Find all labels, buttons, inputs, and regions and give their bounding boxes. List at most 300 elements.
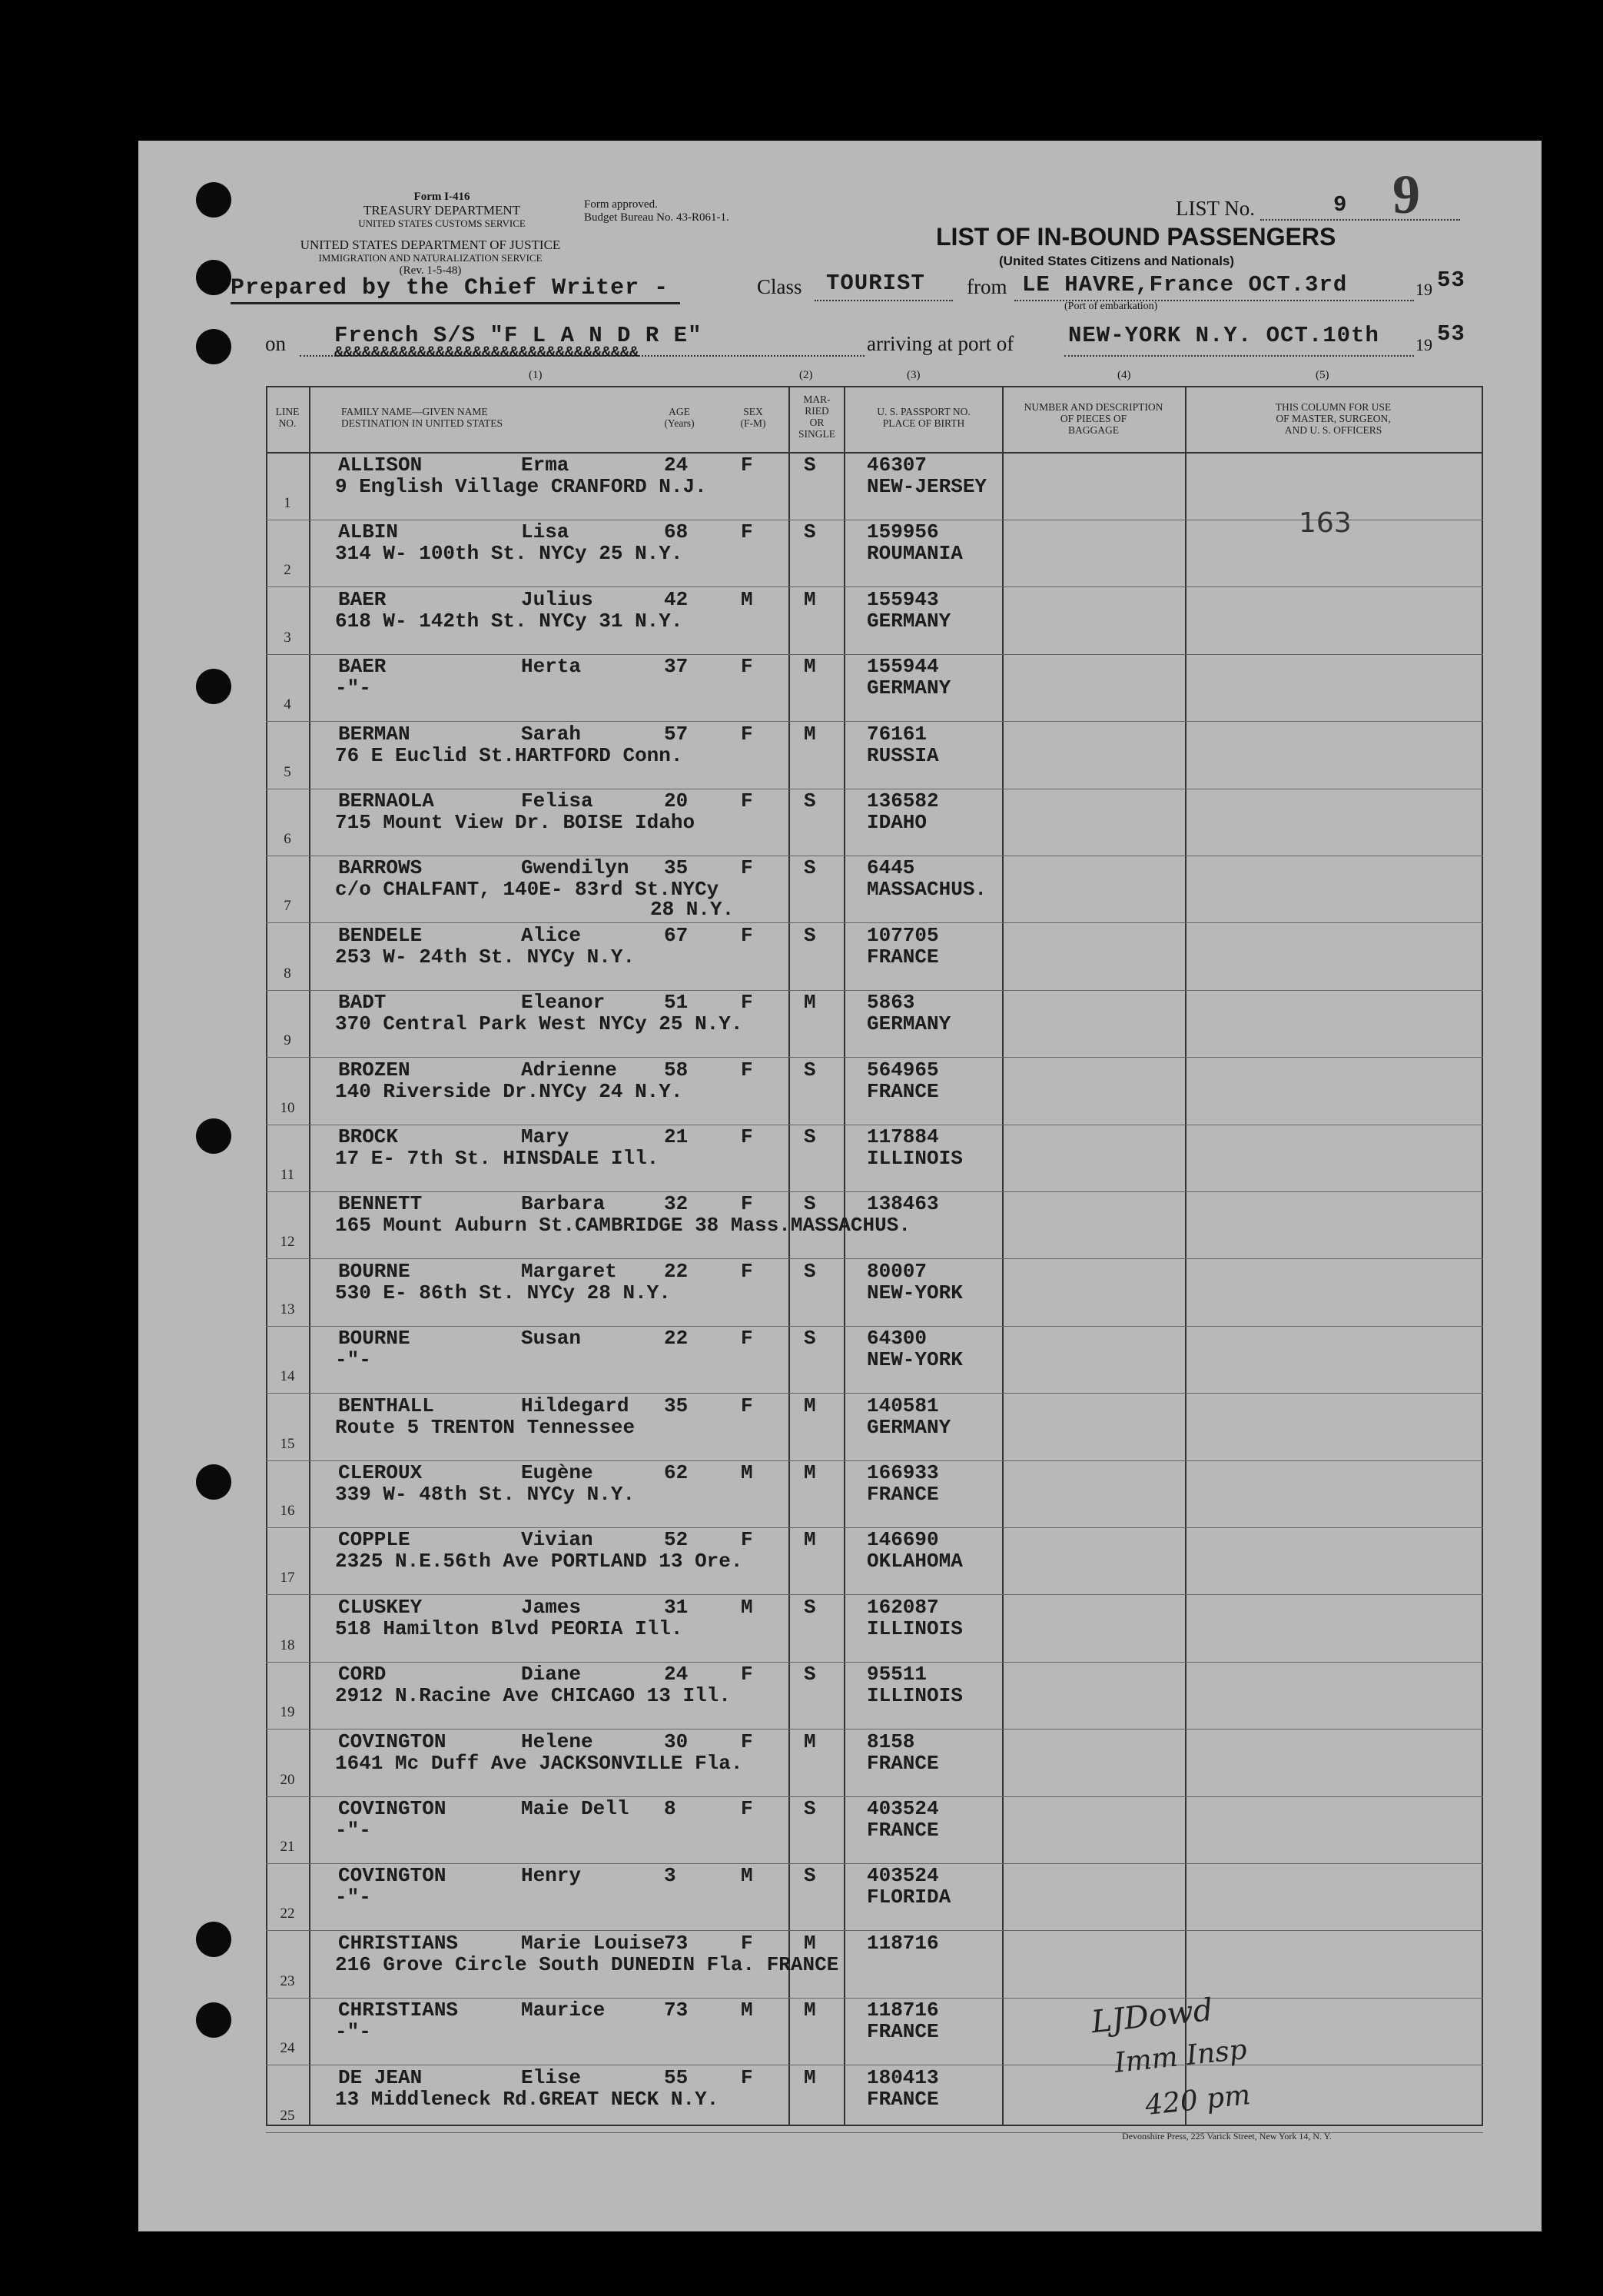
passenger-given-name: Alice: [521, 923, 582, 947]
passenger-age: 55: [664, 2065, 689, 2089]
place-of-birth: GERMANY: [867, 676, 951, 700]
col-num-4: (4): [1117, 369, 1131, 381]
passenger-sex: M: [741, 587, 753, 611]
passenger-sex: M: [741, 1999, 753, 2022]
inspector-signature: LJDowd: [1090, 1992, 1215, 2041]
passenger-sex: F: [741, 1797, 753, 1820]
passenger-surname: CHRISTIANS: [338, 1999, 459, 2022]
destination: 165 Mount Auburn St.CAMBRIDGE 38 Mass.MASSACHUS.: [335, 1214, 911, 1238]
passenger-given-name: Maie Dell: [521, 1797, 629, 1820]
marital-status: S: [804, 1125, 816, 1148]
marital-status: M: [804, 1394, 816, 1417]
passport-number: 5863: [867, 991, 915, 1015]
passenger-age: 68: [664, 520, 689, 544]
marital-status: S: [804, 1192, 816, 1216]
passenger-given-name: Maurice: [521, 1999, 606, 2022]
line-number: 21: [280, 1839, 295, 1855]
header-line-no: LINE NO.: [275, 406, 300, 429]
page-title: LIST OF IN-BOUND PASSENGERS: [936, 223, 1336, 251]
place-of-birth: NEW-YORK: [867, 1281, 963, 1304]
budget-bureau: Budget Bureau No. 43-R061-1.: [584, 211, 729, 224]
arrival-line: [1064, 355, 1414, 357]
table-row: [266, 789, 1483, 856]
arriving-label: arriving at port of: [867, 332, 1014, 355]
col-num-5: (5): [1316, 369, 1329, 381]
line-number: 11: [280, 1167, 295, 1183]
class-label: Class: [757, 275, 802, 298]
col-num-1: (1): [529, 369, 543, 381]
passenger-age: 35: [664, 1394, 689, 1417]
passenger-age: 35: [664, 856, 689, 880]
table-row: [266, 1125, 1483, 1191]
passenger-given-name: Mary: [521, 1125, 569, 1148]
punch-hole: [196, 182, 231, 218]
line-number: 12: [280, 1234, 295, 1251]
destination: 370 Central Park West NYCy 25 N.Y.: [335, 1012, 743, 1036]
passport-number: 118716: [867, 1999, 939, 2022]
passport-number: 166933: [867, 1461, 939, 1484]
destination: -"-: [335, 1886, 371, 1909]
punch-hole: [196, 1922, 231, 1957]
passenger-sex: F: [741, 520, 753, 544]
destination: 17 E- 7th St. HINSDALE Ill.: [335, 1147, 659, 1170]
line-number: 16: [280, 1503, 295, 1519]
passenger-age: 52: [664, 1528, 689, 1552]
line-number: 19: [280, 1704, 295, 1721]
line-number: 6: [284, 831, 291, 847]
passenger-surname: BENNETT: [338, 1192, 423, 1216]
line-number: 8: [284, 965, 291, 982]
col-num-2: (2): [799, 369, 813, 381]
justice-block: [246, 238, 615, 277]
passenger-table: [266, 386, 1483, 2126]
form-number: Form I-416: [413, 191, 470, 203]
passenger-age: 30: [664, 1729, 689, 1753]
marital-status: S: [804, 520, 816, 544]
line-number: 14: [280, 1368, 295, 1385]
destination-continued: 28 N.Y.: [650, 898, 735, 922]
marital-status: S: [804, 454, 816, 477]
from-label: from: [967, 275, 1007, 298]
destination: 715 Mount View Dr. BOISE Idaho: [335, 811, 695, 834]
passenger-sex: F: [741, 1327, 753, 1351]
place-of-birth: FRANCE: [867, 1079, 939, 1103]
table-row: [266, 1192, 1483, 1258]
year1-prefix: 19: [1415, 280, 1432, 299]
passenger-surname: BENDELE: [338, 923, 423, 947]
passenger-age: 31: [664, 1595, 689, 1619]
table-row: [266, 1596, 1483, 1662]
passenger-age: 3: [664, 1864, 676, 1888]
line-number: 7: [284, 898, 291, 915]
list-no-typed: 9: [1333, 192, 1348, 218]
list-line: [1260, 219, 1460, 221]
passport-number: 403524: [867, 1864, 939, 1888]
passenger-surname: BADT: [338, 991, 387, 1015]
col-num-3: (3): [907, 369, 921, 381]
inspection-time: 420 pm: [1143, 2078, 1253, 2122]
passenger-surname: COVINGTON: [338, 1797, 446, 1820]
marital-status: S: [804, 1797, 816, 1820]
marital-status: S: [804, 1058, 816, 1082]
place-of-birth: NEW-YORK: [867, 1348, 963, 1372]
passenger-age: 24: [664, 1663, 689, 1686]
ins-service: IMMIGRATION AND NATURALIZATION SERVICE: [318, 252, 543, 264]
passenger-age: 62: [664, 1461, 689, 1484]
passenger-given-name: Gwendilyn: [521, 856, 629, 880]
passenger-sex: F: [741, 1259, 753, 1283]
line-number: 4: [284, 696, 291, 713]
table-row: [266, 1394, 1483, 1460]
place-of-birth: MASSACHUS.: [867, 878, 987, 902]
passenger-age: 24: [664, 454, 689, 477]
punch-hole: [196, 1464, 231, 1500]
marital-status: M: [804, 1461, 816, 1484]
passenger-given-name: Felisa: [521, 789, 593, 812]
passenger-sex: F: [741, 1663, 753, 1686]
line-number: 9: [284, 1032, 291, 1049]
place-of-birth: GERMANY: [867, 1415, 951, 1439]
place-of-birth: FRANCE: [867, 2087, 939, 2111]
passport-number: 117884: [867, 1125, 939, 1148]
passenger-sex: F: [741, 454, 753, 477]
place-of-birth: FRANCE: [867, 1751, 939, 1775]
marital-status: S: [804, 1327, 816, 1351]
passenger-sex: M: [741, 1461, 753, 1484]
header-passport: U. S. PASSPORT NO. PLACE OF BIRTH: [877, 406, 971, 429]
on-label: on: [265, 332, 286, 355]
table-row: [266, 856, 1483, 922]
marital-status: S: [804, 1864, 816, 1888]
destination: -"-: [335, 2020, 371, 2044]
table-row: [266, 655, 1483, 721]
passenger-surname: ALLISON: [338, 454, 423, 477]
passenger-age: 22: [664, 1327, 689, 1351]
port-note: (Port of embarkation): [1064, 301, 1158, 312]
passenger-age: 73: [664, 1931, 689, 1955]
passenger-sex: F: [741, 1394, 753, 1417]
passenger-age: 57: [664, 722, 689, 746]
place-of-birth: ILLINOIS: [867, 1617, 963, 1640]
passenger-sex: M: [741, 1864, 753, 1888]
passenger-surname: BENTHALL: [338, 1394, 434, 1417]
passenger-surname: BROCK: [338, 1125, 399, 1148]
treasury-dept: TREASURY DEPARTMENT: [363, 203, 521, 218]
passenger-surname: BOURNE: [338, 1259, 410, 1283]
passenger-surname: BOURNE: [338, 1327, 410, 1351]
place-of-birth: ILLINOIS: [867, 1147, 963, 1170]
passenger-given-name: Eleanor: [521, 991, 606, 1015]
passenger-surname: BARROWS: [338, 856, 423, 880]
marital-status: S: [804, 923, 816, 947]
line-number: 17: [280, 1570, 295, 1587]
passenger-surname: BAER: [338, 655, 387, 679]
passport-number: 140581: [867, 1394, 939, 1417]
line-number: 5: [284, 763, 291, 780]
arrival-value: NEW-YORK N.Y. OCT.10th: [1068, 323, 1379, 348]
table-row: [266, 2066, 1483, 2132]
passenger-given-name: Erma: [521, 454, 569, 477]
place-of-birth: ILLINOIS: [867, 1684, 963, 1708]
passenger-given-name: Hildegard: [521, 1394, 629, 1417]
table-row: [266, 1327, 1483, 1393]
passport-number: 159956: [867, 520, 939, 544]
destination: 140 Riverside Dr.NYCy 24 N.Y.: [335, 1079, 683, 1103]
passenger-given-name: Julius: [521, 587, 593, 611]
line-number: 25: [280, 2107, 295, 2124]
table-row: [266, 588, 1483, 654]
place-of-birth: OKLAHOMA: [867, 1550, 963, 1573]
place-of-birth: FRANCE: [867, 2020, 939, 2044]
passenger-given-name: Margaret: [521, 1259, 617, 1283]
place-of-birth: FLORIDA: [867, 1886, 951, 1909]
passport-number: 138463: [867, 1192, 939, 1216]
table-row: [266, 1864, 1483, 1930]
passport-number: 155943: [867, 587, 939, 611]
place-of-birth: NEW-JERSEY: [867, 475, 987, 498]
destination: 518 Hamilton Blvd PEORIA Ill.: [335, 1617, 683, 1640]
passenger-given-name: Adrienne: [521, 1058, 617, 1082]
destination: 2912 N.Racine Ave CHICAGO 13 Ill.: [335, 1684, 731, 1708]
passenger-surname: BROZEN: [338, 1058, 410, 1082]
passport-number: 118716: [867, 1931, 939, 1955]
header-baggage: NUMBER AND DESCRIPTION OF PIECES OF BAGGAGE: [1024, 401, 1163, 436]
passenger-surname: ALBIN: [338, 520, 399, 544]
passenger-sex: F: [741, 2065, 753, 2089]
passenger-given-name: Herta: [521, 655, 582, 679]
passenger-surname: COVINGTON: [338, 1729, 446, 1753]
passenger-surname: CHRISTIANS: [338, 1931, 459, 1955]
header-age: AGE (Years): [664, 406, 695, 429]
marital-status: S: [804, 1259, 816, 1283]
passenger-surname: COVINGTON: [338, 1864, 446, 1888]
marital-status: M: [804, 1528, 816, 1552]
passenger-sex: F: [741, 1528, 753, 1552]
line-number: 3: [284, 629, 291, 646]
marital-status: M: [804, 1999, 816, 2022]
passenger-surname: DE JEAN: [338, 2065, 423, 2089]
prepared-underline: [231, 302, 680, 304]
table-row: [266, 1058, 1483, 1125]
place-of-birth: IDAHO: [867, 811, 928, 834]
destination: c/o CHALFANT, 140E- 83rd St.NYCy: [335, 878, 719, 902]
table-row: [266, 991, 1483, 1057]
passenger-sex: F: [741, 1931, 753, 1955]
passenger-given-name: Henry: [521, 1864, 582, 1888]
line-number: 18: [280, 1636, 295, 1653]
table-row: [266, 1528, 1483, 1594]
marital-status: M: [804, 1729, 816, 1753]
passport-number: 146690: [867, 1528, 939, 1552]
passenger-sex: M: [741, 1595, 753, 1619]
passenger-surname: COPPLE: [338, 1528, 410, 1552]
marital-status: S: [804, 856, 816, 880]
marital-status: M: [804, 2065, 816, 2089]
destination: -"-: [335, 676, 371, 700]
ship-xout: &&&&&&&&&&&&&&&&&&&&&&&&&&&&&&&&&: [334, 344, 639, 362]
marital-status: M: [804, 655, 816, 679]
line-number: 24: [280, 2040, 295, 2057]
officer-number: 163: [1299, 507, 1352, 539]
destination: 618 W- 142th St. NYCy 31 N.Y.: [335, 609, 683, 633]
list-label: LIST No.: [1176, 197, 1256, 220]
place-of-birth: ROUMANIA: [867, 542, 963, 566]
justice-dept: UNITED STATES DEPARTMENT OF JUSTICE: [300, 238, 561, 252]
table-row: [266, 1663, 1483, 1729]
passenger-age: 22: [664, 1259, 689, 1283]
passport-number: 180413: [867, 2065, 939, 2089]
place-of-birth: FRANCE: [867, 945, 939, 969]
passenger-surname: CORD: [338, 1663, 387, 1686]
table-row: [266, 1932, 1483, 1998]
table-row: [266, 1730, 1483, 1796]
passenger-surname: BERMAN: [338, 722, 410, 746]
passenger-given-name: Eugène: [521, 1461, 593, 1484]
header-officers: THIS COLUMN FOR USE OF MASTER, SURGEON, AND U. S. OFFICERS: [1275, 401, 1392, 436]
table-row: [266, 1260, 1483, 1326]
destination: Route 5 TRENTON Tennessee: [335, 1415, 636, 1439]
passenger-sex: F: [741, 655, 753, 679]
destination: 2325 N.E.56th Ave PORTLAND 13 Ore.: [335, 1550, 743, 1573]
punch-hole: [196, 329, 231, 364]
marital-status: M: [804, 722, 816, 746]
header-sex: SEX (F-M): [740, 406, 766, 429]
passenger-age: 37: [664, 655, 689, 679]
passenger-age: 20: [664, 789, 689, 812]
form-header-block: [323, 191, 561, 230]
passenger-age: 73: [664, 1999, 689, 2022]
table-row: [266, 924, 1483, 990]
passenger-given-name: James: [521, 1595, 582, 1619]
passenger-sex: F: [741, 789, 753, 812]
passenger-sex: F: [741, 991, 753, 1015]
passenger-given-name: Barbara: [521, 1192, 606, 1216]
destination: -"-: [335, 1348, 371, 1372]
passport-number: 155944: [867, 655, 939, 679]
inspector-title: Imm Insp: [1113, 2034, 1249, 2079]
table-row: [266, 1461, 1483, 1527]
passenger-given-name: Diane: [521, 1663, 582, 1686]
marital-status: M: [804, 991, 816, 1015]
destination: 1641 Mc Duff Ave JACKSONVILLE Fla.: [335, 1751, 743, 1775]
page-subtitle: (United States Citizens and Nationals): [999, 254, 1235, 268]
table-row: [266, 1999, 1483, 2065]
passenger-sex: F: [741, 856, 753, 880]
passport-number: 403524: [867, 1797, 939, 1820]
marital-status: S: [804, 1595, 816, 1619]
passenger-surname: CLEROUX: [338, 1461, 423, 1484]
passenger-surname: BERNAOLA: [338, 789, 434, 812]
line-number: 20: [280, 1771, 295, 1788]
passenger-surname: BAER: [338, 587, 387, 611]
destination: 13 Middleneck Rd.GREAT NECK N.Y.: [335, 2087, 719, 2111]
approval-block: [584, 198, 815, 224]
year2-value: 53: [1437, 321, 1465, 347]
line-number: 22: [280, 1906, 295, 1922]
place-of-birth: FRANCE: [867, 1483, 939, 1506]
destination: 216 Grove Circle South DUNEDIN Fla. FRANCE: [335, 1952, 839, 1976]
form-approved: Form approved.: [584, 198, 658, 211]
prepared-by: Prepared by the Chief Writer -: [231, 275, 669, 301]
destination: 253 W- 24th St. NYCy N.Y.: [335, 945, 636, 969]
passenger-sex: F: [741, 1125, 753, 1148]
passenger-age: 8: [664, 1797, 676, 1820]
line-number: 2: [284, 562, 291, 579]
passport-number: 136582: [867, 789, 939, 812]
passport-number: 95511: [867, 1663, 928, 1686]
passenger-given-name: Elise: [521, 2065, 582, 2089]
passport-number: 46307: [867, 454, 928, 477]
destination: 314 W- 100th St. NYCy 25 N.Y.: [335, 542, 683, 566]
class-value: TOURIST: [826, 271, 925, 296]
line-number: 15: [280, 1435, 295, 1452]
header-name: FAMILY NAME—GIVEN NAME DESTINATION IN UNITED STATES: [341, 406, 503, 429]
punch-hole: [196, 2002, 231, 2038]
passenger-surname: CLUSKEY: [338, 1595, 423, 1619]
passenger-sex: F: [741, 1729, 753, 1753]
passenger-sex: F: [741, 722, 753, 746]
passenger-given-name: Vivian: [521, 1528, 593, 1552]
table-row: [266, 723, 1483, 789]
ship-name: French S/S "F L A N D R E": [334, 323, 702, 348]
punch-hole: [196, 1118, 231, 1154]
passport-number: 8158: [867, 1729, 915, 1753]
passport-number: 80007: [867, 1259, 928, 1283]
header-married: MAR- RIED OR SINGLE: [798, 394, 835, 440]
marital-status: S: [804, 789, 816, 812]
printer-footer: Devonshire Press, 225 Varick Street, New York 14, N. Y.: [1122, 2131, 1332, 2141]
passenger-age: 21: [664, 1125, 689, 1148]
table-row: [266, 1797, 1483, 1863]
passenger-age: 58: [664, 1058, 689, 1082]
passenger-sex: F: [741, 1192, 753, 1216]
list-no-stamp: 9: [1392, 164, 1420, 225]
punch-hole: [196, 669, 231, 704]
destination: 339 W- 48th St. NYCy N.Y.: [335, 1483, 636, 1506]
table-border-top: [266, 386, 1483, 387]
destination: 9 English Village CRANFORD N.J.: [335, 475, 707, 498]
destination: 76 E Euclid St.HARTFORD Conn.: [335, 743, 683, 767]
passport-number: 6445: [867, 856, 915, 880]
revision: (Rev. 1-5-48): [399, 264, 462, 277]
place-of-birth: GERMANY: [867, 609, 951, 633]
passenger-given-name: Susan: [521, 1327, 582, 1351]
place-of-birth: GERMANY: [867, 1012, 951, 1036]
passenger-age: 67: [664, 923, 689, 947]
passport-number: 107705: [867, 923, 939, 947]
marital-status: M: [804, 587, 816, 611]
passenger-given-name: Sarah: [521, 722, 582, 746]
passenger-sex: F: [741, 923, 753, 947]
destination: 530 E- 86th St. NYCy 28 N.Y.: [335, 1281, 671, 1304]
passenger-sex: F: [741, 1058, 753, 1082]
passenger-given-name: Marie Louise: [521, 1931, 665, 1955]
customs-service: UNITED STATES CUSTOMS SERVICE: [358, 218, 526, 229]
passenger-age: 51: [664, 991, 689, 1015]
passport-number: 76161: [867, 722, 928, 746]
punch-hole: [196, 260, 231, 295]
from-value: LE HAVRE,France OCT.3rd: [1022, 272, 1348, 297]
passenger-age: 42: [664, 587, 689, 611]
passport-number: 564965: [867, 1058, 939, 1082]
marital-status: M: [804, 1931, 816, 1955]
line-number: 1: [284, 495, 291, 511]
passenger-given-name: Helene: [521, 1729, 593, 1753]
passport-number: 162087: [867, 1595, 939, 1619]
passenger-given-name: Lisa: [521, 520, 569, 544]
marital-status: S: [804, 1663, 816, 1686]
passport-number: 64300: [867, 1327, 928, 1351]
